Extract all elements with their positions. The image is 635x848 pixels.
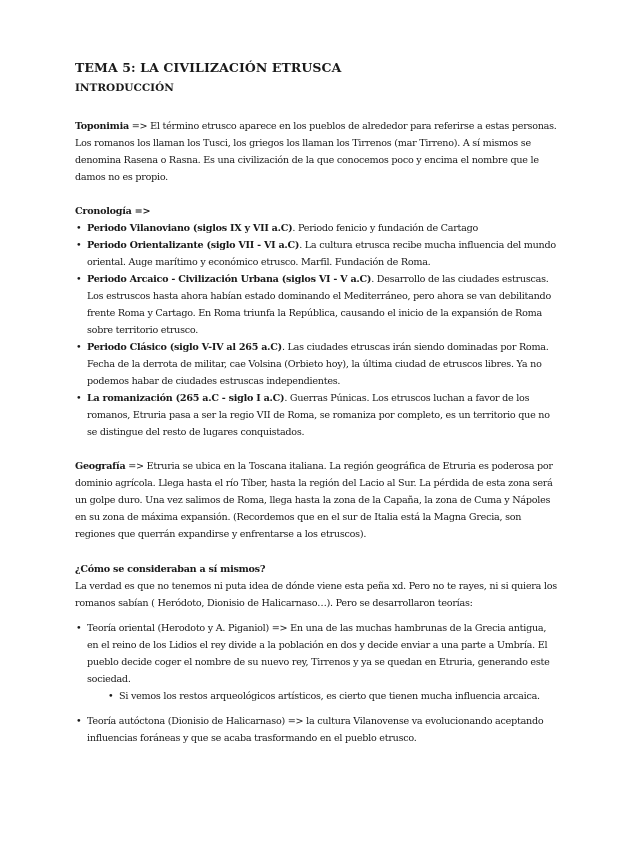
toponimia-label: Toponimia (75, 121, 129, 132)
theories-list (75, 620, 560, 705)
sub-list (87, 688, 560, 705)
geografia-label: Geografía (75, 461, 126, 472)
cronologia-list (75, 220, 560, 441)
toponimia-paragraph (75, 118, 560, 186)
geografia-paragraph (75, 458, 560, 543)
list-item (75, 271, 560, 339)
period-text: . Periodo fenicio y fundación de Cartago (292, 223, 479, 234)
cronologia-section (75, 203, 560, 441)
list-item (75, 620, 560, 705)
period-text: . Guerras Púnicas. Los etruscos luchan a favor de los romanos, Etruria pasa a ser la regio VII de Roma, se romaniza por completo, es un territorio que no se distingue del resto de lugares conquistados. (87, 393, 550, 438)
period-name: Periodo Arcaico - Civilización Urbana (siglos VI - V a.C) (87, 274, 372, 285)
list-item (75, 237, 560, 271)
cronologia-label: Cronología => (75, 206, 151, 217)
origen-question: ¿Cómo se consideraban a sí mismos? (75, 564, 266, 575)
page-title: TEMA 5: LA CIVILIZACIÓN ETRUSCA (75, 60, 342, 75)
period-name: Periodo Clásico (siglo V-IV al 265 a.C) (87, 342, 282, 353)
period-name: La romanización (265 a.C - siglo I a.C) (87, 393, 285, 404)
geografia-text: => Etruria se ubica en la Toscana italiana. La región geográfica de Etruria es poderosa por dominio agrícola. Llega hasta el río Tíber, hasta la región del Lacio al Sur. La pérdida de esta zona será un golpe duro. Una vez salimos de Roma, llega hasta la zona de la Capaña, la zona de Cuma y Nápoles en su zona de máxima expansión. (Recordemos que en el sur de Italia está la Magna Grecia, son regiones que querrán expandirse y enfrentarse a los etruscos). (75, 461, 553, 540)
list-item (75, 220, 560, 237)
theories-list-2 (75, 713, 560, 747)
period-text: . Desarrollo de las ciudades estruscas. Los estruscos hasta ahora habían estado dominando el Mediterráneo, pero ahora se van debilitando frente Roma y Cartago. En Roma triunfa la República, causando el inicio de la expansión de Roma sobre territorio etrusco. (87, 274, 551, 336)
list-item (75, 339, 560, 390)
period-text: . Las ciudades etruscas irán siendo dominadas por Roma. Fecha de la derrota de militar, cae Volsina (Orbieto hoy), la última ciudad de etruscos libres. Ya no podemos habar de ciudades estruscas independientes. (87, 342, 549, 387)
list-item (75, 390, 560, 441)
section-heading: INTRODUCCIÓN (75, 82, 174, 94)
theory-text: Teoría oriental (Herodoto y A. Piganiol) => En una de las muchas hambrunas de la Grecia antigua, en el reino de los Lidios el rey divide a la población en dos y decide enviar a una parte a Umbría. El pueblo decide coger el nombre de su nuevo rey, Tirrenos y ya se quedan en Etruria, generando este sociedad. (87, 623, 550, 685)
origen-section (75, 561, 560, 747)
period-name: Periodo Vilanoviano (siglos IX y VII a.C) (87, 223, 293, 234)
list-item (75, 713, 560, 747)
origen-text: La verdad es que no tenemos ni puta idea de dónde viene esta peña xd. Pero no te rayes, ni si quiera los romanos sabían ( Heródoto, Dionisio de Halicarnaso…). Pero se desarrollaron teorías: (75, 581, 557, 609)
period-text: . La cultura etrusca recibe mucha influencia del mundo oriental. Auge marítimo y económico etrusco. Marfil. Fundación de Roma. (87, 240, 556, 268)
theory-text: Teoría autóctona (Dionisio de Halicarnaso) => la cultura Vilanovense va evolucionando aceptando influencias foráneas y que se acaba trasformando en el pueblo etrusco. (87, 716, 544, 744)
toponimia-text: => El término etrusco aparece en los pueblos de alrededor para referirse a estas personas. Los romanos los llaman los Tusci, los griegos los llaman los Tirrenos (mar Tirreno). A sí mismos se denomina Rasena o Rasna. Es una civilización de la que conocemos poco y encima el nombre que le damos no es propio. (75, 121, 557, 183)
sub-list-item: • Si vemos los restos arqueológicos artísticos, es cierto que tienen mucha influencia arcaica. (107, 688, 560, 705)
period-name: Periodo Orientalizante (siglo VII - VI a.C) (87, 240, 300, 251)
